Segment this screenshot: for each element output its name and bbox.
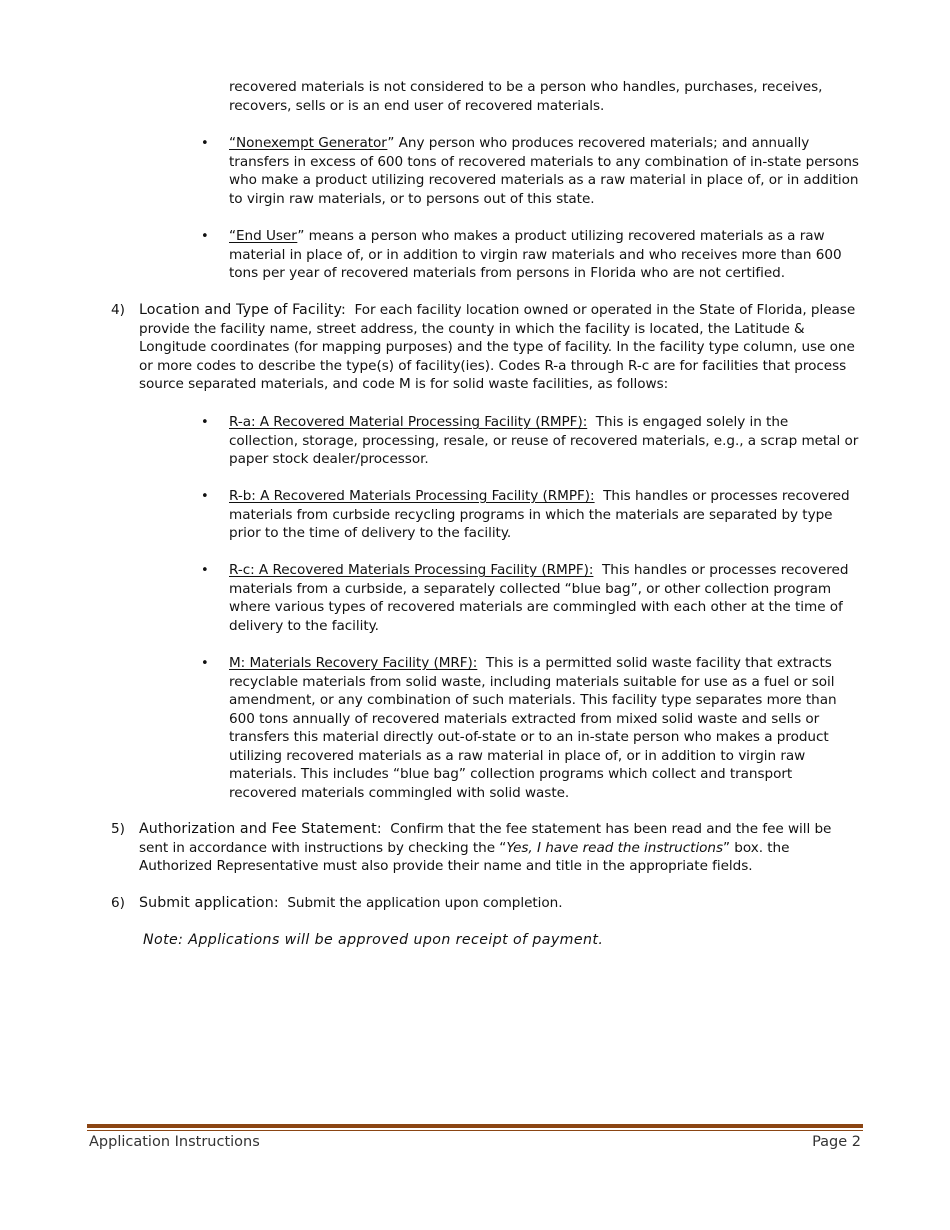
definition-nonexempt-generator [229,134,863,208]
item-number: 5) [111,821,125,837]
code-text: This is a permitted solid waste facility that extracts recyclable materials from solid waste, including materials suitable for use as a fuel or soil amendment, or any combination of such materials. This facility type separates more than 600 tons annually of recovered materials extracted from mixed solid waste and sells or transfers this material directly out-of-state or to an in-state person who makes a product utilizing recovered materials as a raw material in place of, or in addition to virgin raw materials. This includes “blue bag” collection programs which collect and transport recovered materials commingled with solid waste. [229,655,837,801]
code-text: This is engaged solely in the collection, storage, processing, resale, or reuse of recovered materials, e.g., a scrap metal or paper stock dealer/processor. [229,414,859,467]
bullet-icon: • [201,415,209,430]
item-body: Submit the application upon completion. [287,895,563,911]
definition-term: “Nonexempt Generator [229,135,388,151]
item-body: For each facility location owned or operated in the State of Florida, please provide the facility name, street address, the county in which the facility is located, the Latitude & Longitude coordinates (for mapping purposes) and the type of facility. In the facility type column, use one or more codes to describe the type(s) of facility(ies). Codes R-a through R-c are for facilities that process source separated materials, and code M is for solid waste facilities, as follows: [139,302,856,392]
item-heading: Submit application: [139,895,279,911]
code-label: R-a: A Recovered Material Processing Facility (RMPF): [229,414,588,430]
footer-rule-thin [87,1130,863,1131]
code-text: This handles or processes recovered materials from a curbside, a separately collected “blue bag”, or other collection program where various types of recovered materials are commingled with each other at the time of delivery to the facility. [229,562,849,634]
continuation-paragraph: recovered materials is not considered to be a person who handles, purchases, receives, recovers, sells or is an end user of recovered materials. [229,79,823,114]
item-heading: Location and Type of Facility: [139,302,346,318]
item-body: Confirm that the fee statement has been read and the fee will be sent in accordance with instructions by checking the “ [139,821,832,856]
code-label: M: Materials Recovery Facility (MRF): [229,655,478,671]
code-r-c [229,561,859,635]
definition-text: ” means a person who makes a product utilizing recovered materials as a raw material in place of, or in addition to virgin raw materials and who receives more than 600 tons per year of recovered materials from persons in Florida who are not certified. [229,228,842,281]
bullet-icon: • [201,489,209,504]
code-r-a [229,413,859,469]
item-body-end: ” box. the Authorized Representative must also provide their name and title in the appropriate fields. [139,839,790,874]
definition-end-user [229,227,849,283]
definition-text: ” Any person who produces recovered materials; and annually transfers in excess of 600 tons of recovered materials to any combination of in-state persons who make a product utilizing recovered materials as a raw material in place of, or in addition to virgin raw materials, or to persons out of this state. [229,135,859,207]
item-heading: Authorization and Fee Statement: [139,821,382,837]
bullet-icon: • [201,563,209,578]
code-text: This handles or processes recovered materials from curbside recycling programs in which the materials are separated by type prior to the time of delivery to the facility. [229,488,850,541]
item-number: 6) [111,895,125,911]
item-authorization-fee [139,820,851,876]
bullet-icon: • [201,656,209,671]
item-location-and-type [139,301,859,394]
item-submit-application [139,894,851,913]
code-label: R-c: A Recovered Materials Processing Facility (RMPF): [229,562,594,578]
approval-note: Note: Applications will be approved upon receipt of payment. [143,932,604,948]
page-number: Page 2 [812,1134,861,1150]
item-number: 4) [111,302,125,318]
code-r-b [229,487,859,543]
code-m [229,654,851,802]
item-body-italic: Yes, I have read the instructions [506,839,724,856]
bullet-icon: • [201,136,209,151]
code-label: R-b: A Recovered Materials Processing Facility (RMPF): [229,488,595,504]
bullet-icon: • [201,229,209,244]
definition-term: “End User [229,228,298,244]
footer-title: Application Instructions [89,1134,260,1150]
footer-rule-thick [87,1124,863,1128]
